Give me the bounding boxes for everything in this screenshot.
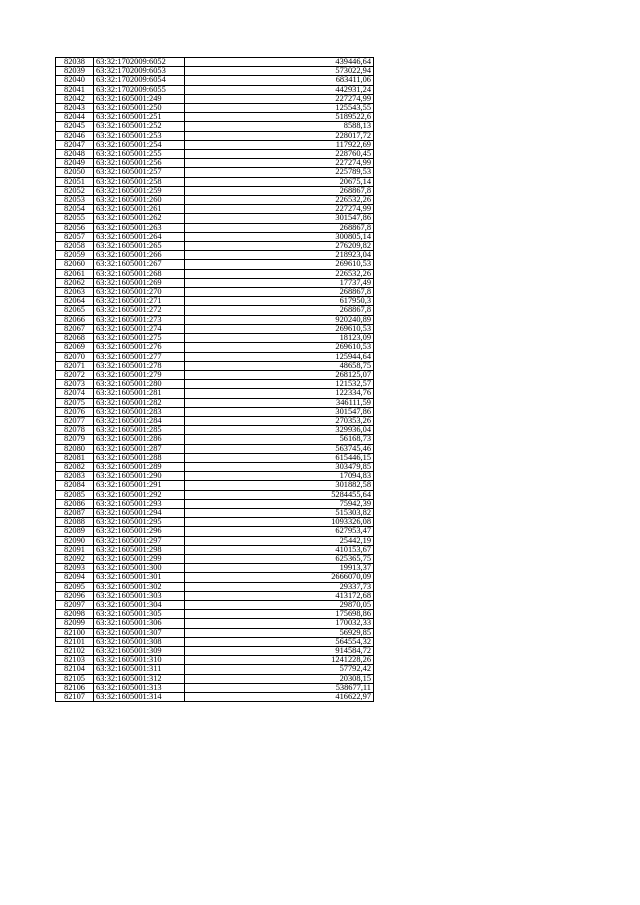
table-row	[56, 297, 374, 306]
table-row	[56, 545, 374, 554]
cadastral-number-cell: 63:32:1605001:301	[94, 573, 185, 582]
value-cell: 122334,76	[185, 389, 374, 398]
value-cell: 268125,07	[185, 370, 374, 379]
cadastral-number-cell: 63:32:1702009:6055	[94, 85, 185, 94]
value-cell: 914584,72	[185, 647, 374, 656]
cadastral-number-cell: 63:32:1605001:266	[94, 251, 185, 260]
cadastral-number-cell: 63:32:1605001:292	[94, 490, 185, 499]
cadastral-number-cell: 63:32:1702009:6053	[94, 67, 185, 76]
value-cell: 117922,69	[185, 140, 374, 149]
cadastral-number-cell: 63:32:1605001:250	[94, 104, 185, 113]
value-cell: 617950,3	[185, 297, 374, 306]
cadastral-number-cell: 63:32:1605001:280	[94, 380, 185, 389]
row-number-cell: 82095	[56, 582, 94, 591]
table-row	[56, 131, 374, 140]
cadastral-number-cell: 63:32:1605001:314	[94, 693, 185, 702]
value-cell: 29870,05	[185, 600, 374, 609]
cadastral-number-cell: 63:32:1605001:291	[94, 481, 185, 490]
row-number-cell: 82074	[56, 389, 94, 398]
cadastral-number-cell: 63:32:1605001:268	[94, 269, 185, 278]
row-number-cell: 82040	[56, 76, 94, 85]
table-row	[56, 582, 374, 591]
value-cell: 8588,13	[185, 122, 374, 131]
table-row	[56, 94, 374, 103]
value-cell: 226532,26	[185, 196, 374, 205]
row-number-cell: 82105	[56, 674, 94, 683]
cadastral-number-cell: 63:32:1605001:286	[94, 435, 185, 444]
value-cell: 301547,86	[185, 214, 374, 223]
table-row	[56, 205, 374, 214]
table-row	[56, 67, 374, 76]
row-number-cell: 82067	[56, 324, 94, 333]
value-cell: 268867,8	[185, 186, 374, 195]
table-row	[56, 361, 374, 370]
cadastral-number-cell: 63:32:1605001:305	[94, 610, 185, 619]
value-cell: 170032,33	[185, 619, 374, 628]
table-row	[56, 527, 374, 536]
row-number-cell: 82042	[56, 94, 94, 103]
row-number-cell: 82078	[56, 426, 94, 435]
row-number-cell: 82057	[56, 232, 94, 241]
value-cell: 269610,53	[185, 260, 374, 269]
value-cell: 18123,09	[185, 334, 374, 343]
table-row	[56, 269, 374, 278]
row-number-cell: 82080	[56, 444, 94, 453]
cadastral-number-cell: 63:32:1605001:282	[94, 398, 185, 407]
row-number-cell: 82086	[56, 499, 94, 508]
cadastral-number-cell: 63:32:1605001:273	[94, 315, 185, 324]
row-number-cell: 82076	[56, 407, 94, 416]
value-cell: 56168,73	[185, 435, 374, 444]
cadastral-number-cell: 63:32:1605001:300	[94, 564, 185, 573]
value-cell: 2666070,09	[185, 573, 374, 582]
value-cell: 301882,58	[185, 481, 374, 490]
value-cell: 227274,99	[185, 94, 374, 103]
value-cell: 25442,19	[185, 536, 374, 545]
row-number-cell: 82098	[56, 610, 94, 619]
table-row	[56, 122, 374, 131]
table-row	[56, 380, 374, 389]
row-number-cell: 82088	[56, 518, 94, 527]
value-cell: 20675,14	[185, 177, 374, 186]
row-number-cell: 82106	[56, 683, 94, 692]
table-row	[56, 508, 374, 517]
cadastral-number-cell: 63:32:1605001:267	[94, 260, 185, 269]
value-cell: 225789,53	[185, 168, 374, 177]
value-cell: 5284455,64	[185, 490, 374, 499]
table-row	[56, 426, 374, 435]
cadastral-number-cell: 63:32:1605001:283	[94, 407, 185, 416]
value-cell: 563745,46	[185, 444, 374, 453]
row-number-cell: 82100	[56, 628, 94, 637]
value-cell: 227274,99	[185, 205, 374, 214]
table-row	[56, 481, 374, 490]
cadastral-number-cell: 63:32:1605001:271	[94, 297, 185, 306]
value-cell: 269610,53	[185, 324, 374, 333]
table-row	[56, 196, 374, 205]
value-cell: 268867,8	[185, 223, 374, 232]
table-row	[56, 600, 374, 609]
row-number-cell: 82091	[56, 545, 94, 554]
table-row	[56, 554, 374, 563]
table-row	[56, 398, 374, 407]
cadastral-number-cell: 63:32:1605001:311	[94, 665, 185, 674]
row-number-cell: 82085	[56, 490, 94, 499]
row-number-cell: 82069	[56, 343, 94, 352]
table-row	[56, 683, 374, 692]
table-row	[56, 140, 374, 149]
value-cell: 268867,8	[185, 306, 374, 315]
table-row	[56, 674, 374, 683]
row-number-cell: 82096	[56, 591, 94, 600]
table-row	[56, 223, 374, 232]
table-row	[56, 462, 374, 471]
row-number-cell: 82077	[56, 416, 94, 425]
cadastral-number-cell: 63:32:1605001:269	[94, 278, 185, 287]
cadastral-number-cell: 63:32:1605001:264	[94, 232, 185, 241]
cadastral-number-cell: 63:32:1605001:295	[94, 518, 185, 527]
value-cell: 1093326,08	[185, 518, 374, 527]
cadastral-number-cell: 63:32:1605001:290	[94, 472, 185, 481]
cadastral-number-cell: 63:32:1605001:276	[94, 343, 185, 352]
cadastral-number-cell: 63:32:1605001:279	[94, 370, 185, 379]
cadastral-number-cell: 63:32:1605001:257	[94, 168, 185, 177]
value-cell: 228760,45	[185, 150, 374, 159]
table-row	[56, 693, 374, 702]
table-row	[56, 150, 374, 159]
cadastral-number-cell: 63:32:1605001:299	[94, 554, 185, 563]
cadastral-number-cell: 63:32:1605001:270	[94, 288, 185, 297]
cadastral-number-cell: 63:32:1605001:277	[94, 352, 185, 361]
value-cell: 269610,53	[185, 343, 374, 352]
table-row	[56, 260, 374, 269]
table-row	[56, 104, 374, 113]
table-row	[56, 536, 374, 545]
row-number-cell: 82038	[56, 58, 94, 67]
table-row	[56, 407, 374, 416]
cadastral-number-cell: 63:32:1605001:256	[94, 159, 185, 168]
cadastral-number-cell: 63:32:1605001:262	[94, 214, 185, 223]
table-row	[56, 453, 374, 462]
row-number-cell: 82103	[56, 656, 94, 665]
cadastral-number-cell: 63:32:1605001:255	[94, 150, 185, 159]
table-row	[56, 76, 374, 85]
row-number-cell: 82083	[56, 472, 94, 481]
cadastral-number-cell: 63:32:1605001:298	[94, 545, 185, 554]
row-number-cell: 82048	[56, 150, 94, 159]
row-number-cell: 82056	[56, 223, 94, 232]
table-row	[56, 177, 374, 186]
row-number-cell: 82065	[56, 306, 94, 315]
row-number-cell: 82072	[56, 370, 94, 379]
value-cell: 615446,15	[185, 453, 374, 462]
cadastral-number-cell: 63:32:1605001:302	[94, 582, 185, 591]
cadastral-number-cell: 63:32:1605001:258	[94, 177, 185, 186]
row-number-cell: 82043	[56, 104, 94, 113]
value-cell: 920240,89	[185, 315, 374, 324]
value-cell: 175698,86	[185, 610, 374, 619]
cadastral-number-cell: 63:32:1605001:272	[94, 306, 185, 315]
table-row	[56, 306, 374, 315]
row-number-cell: 82102	[56, 647, 94, 656]
table-row	[56, 647, 374, 656]
row-number-cell: 82090	[56, 536, 94, 545]
row-number-cell: 82059	[56, 251, 94, 260]
row-number-cell: 82060	[56, 260, 94, 269]
table-row	[56, 564, 374, 573]
cadastral-number-cell: 63:32:1605001:293	[94, 499, 185, 508]
value-cell: 627953,47	[185, 527, 374, 536]
cadastral-number-cell: 63:32:1605001:265	[94, 242, 185, 251]
row-number-cell: 82075	[56, 398, 94, 407]
cadastral-number-cell: 63:32:1605001:287	[94, 444, 185, 453]
value-cell: 19913,37	[185, 564, 374, 573]
table-row	[56, 159, 374, 168]
row-number-cell: 82055	[56, 214, 94, 223]
row-number-cell: 82053	[56, 196, 94, 205]
cadastral-number-cell: 63:32:1605001:307	[94, 628, 185, 637]
value-cell: 515303,82	[185, 508, 374, 517]
row-number-cell: 82054	[56, 205, 94, 214]
value-cell: 48658,75	[185, 361, 374, 370]
table-row	[56, 573, 374, 582]
cadastral-number-cell: 63:32:1605001:263	[94, 223, 185, 232]
cadastral-number-cell: 63:32:1605001:285	[94, 426, 185, 435]
row-number-cell: 82099	[56, 619, 94, 628]
row-number-cell: 82046	[56, 131, 94, 140]
cadastral-number-cell: 63:32:1605001:308	[94, 637, 185, 646]
row-number-cell: 82094	[56, 573, 94, 582]
value-cell: 410153,67	[185, 545, 374, 554]
cadastral-number-cell: 63:32:1605001:281	[94, 389, 185, 398]
row-number-cell: 82079	[56, 435, 94, 444]
table-row	[56, 214, 374, 223]
value-cell: 270353,26	[185, 416, 374, 425]
row-number-cell: 82092	[56, 554, 94, 563]
row-number-cell: 82093	[56, 564, 94, 573]
row-number-cell: 82104	[56, 665, 94, 674]
value-cell: 29337,73	[185, 582, 374, 591]
row-number-cell: 82044	[56, 113, 94, 122]
table-row	[56, 389, 374, 398]
cadastral-number-cell: 63:32:1702009:6054	[94, 76, 185, 85]
table-row	[56, 343, 374, 352]
table-row	[56, 370, 374, 379]
row-number-cell: 82049	[56, 159, 94, 168]
cadastral-number-cell: 63:32:1605001:254	[94, 140, 185, 149]
row-number-cell: 82107	[56, 693, 94, 702]
table-row	[56, 656, 374, 665]
row-number-cell: 82101	[56, 637, 94, 646]
cadastral-number-cell: 63:32:1605001:284	[94, 416, 185, 425]
cadastral-number-cell: 63:32:1605001:275	[94, 334, 185, 343]
value-cell: 5189522,6	[185, 113, 374, 122]
cadastral-number-cell: 63:32:1605001:249	[94, 94, 185, 103]
row-number-cell: 82070	[56, 352, 94, 361]
cadastral-number-cell: 63:32:1605001:278	[94, 361, 185, 370]
row-number-cell: 82087	[56, 508, 94, 517]
value-cell: 442931,24	[185, 85, 374, 94]
table-row	[56, 232, 374, 241]
table-row	[56, 242, 374, 251]
value-cell: 227274,99	[185, 159, 374, 168]
table-row	[56, 665, 374, 674]
value-cell: 300805,14	[185, 232, 374, 241]
table-row	[56, 315, 374, 324]
cadastral-number-cell: 63:32:1605001:309	[94, 647, 185, 656]
table-row	[56, 58, 374, 67]
table-row	[56, 499, 374, 508]
row-number-cell: 82058	[56, 242, 94, 251]
value-cell: 268867,8	[185, 288, 374, 297]
table-row	[56, 628, 374, 637]
table-row	[56, 113, 374, 122]
cadastral-number-cell: 63:32:1605001:306	[94, 619, 185, 628]
value-cell: 218923,04	[185, 251, 374, 260]
row-number-cell: 82071	[56, 361, 94, 370]
table-row	[56, 85, 374, 94]
value-cell: 301547,86	[185, 407, 374, 416]
cadastral-number-cell: 63:32:1605001:252	[94, 122, 185, 131]
cadastral-number-cell: 63:32:1605001:313	[94, 683, 185, 692]
value-cell: 17737,49	[185, 278, 374, 287]
row-number-cell: 82089	[56, 527, 94, 536]
table-row	[56, 278, 374, 287]
table-row	[56, 619, 374, 628]
table-row	[56, 186, 374, 195]
table-row	[56, 416, 374, 425]
cadastral-number-cell: 63:32:1605001:251	[94, 113, 185, 122]
row-number-cell: 82050	[56, 168, 94, 177]
row-number-cell: 82081	[56, 453, 94, 462]
cadastral-number-cell: 63:32:1605001:304	[94, 600, 185, 609]
row-number-cell: 82064	[56, 297, 94, 306]
row-number-cell: 82062	[56, 278, 94, 287]
value-cell: 125543,55	[185, 104, 374, 113]
row-number-cell: 82068	[56, 334, 94, 343]
cadastral-number-cell: 63:32:1605001:303	[94, 591, 185, 600]
table-row	[56, 352, 374, 361]
cadastral-number-cell: 63:32:1605001:259	[94, 186, 185, 195]
row-number-cell: 82063	[56, 288, 94, 297]
value-cell: 121532,57	[185, 380, 374, 389]
table-row	[56, 251, 374, 260]
value-cell: 413172,68	[185, 591, 374, 600]
row-number-cell: 82052	[56, 186, 94, 195]
value-cell: 683411,06	[185, 76, 374, 85]
table-row	[56, 472, 374, 481]
value-cell: 538677,11	[185, 683, 374, 692]
table-row	[56, 168, 374, 177]
value-cell: 276209,82	[185, 242, 374, 251]
cadastral-number-cell: 63:32:1702009:6052	[94, 58, 185, 67]
row-number-cell: 82047	[56, 140, 94, 149]
table-row	[56, 610, 374, 619]
cadastral-table-body	[56, 58, 374, 702]
value-cell: 125944,64	[185, 352, 374, 361]
cadastral-number-cell: 63:32:1605001:289	[94, 462, 185, 471]
cadastral-number-cell: 63:32:1605001:297	[94, 536, 185, 545]
cadastral-number-cell: 63:32:1605001:294	[94, 508, 185, 517]
value-cell: 226532,26	[185, 269, 374, 278]
value-cell: 20308,15	[185, 674, 374, 683]
cadastral-number-cell: 63:32:1605001:261	[94, 205, 185, 214]
value-cell: 329936,04	[185, 426, 374, 435]
row-number-cell: 82051	[56, 177, 94, 186]
row-number-cell: 82082	[56, 462, 94, 471]
value-cell: 573022,94	[185, 67, 374, 76]
table-row	[56, 591, 374, 600]
cadastral-number-cell: 63:32:1605001:296	[94, 527, 185, 536]
cadastral-number-cell: 63:32:1605001:312	[94, 674, 185, 683]
value-cell: 56929,85	[185, 628, 374, 637]
value-cell: 564554,32	[185, 637, 374, 646]
row-number-cell: 82073	[56, 380, 94, 389]
value-cell: 439446,64	[185, 58, 374, 67]
value-cell: 1241228,26	[185, 656, 374, 665]
table-row	[56, 444, 374, 453]
row-number-cell: 82041	[56, 85, 94, 94]
table-row	[56, 490, 374, 499]
cadastral-number-cell: 63:32:1605001:253	[94, 131, 185, 140]
cadastral-number-cell: 63:32:1605001:310	[94, 656, 185, 665]
value-cell: 17094,83	[185, 472, 374, 481]
table-row	[56, 435, 374, 444]
value-cell: 57792,42	[185, 665, 374, 674]
value-cell: 228017,72	[185, 131, 374, 140]
row-number-cell: 82066	[56, 315, 94, 324]
value-cell: 625365,75	[185, 554, 374, 563]
cadastral-number-cell: 63:32:1605001:288	[94, 453, 185, 462]
row-number-cell: 82097	[56, 600, 94, 609]
value-cell: 75942,39	[185, 499, 374, 508]
table-row	[56, 637, 374, 646]
row-number-cell: 82045	[56, 122, 94, 131]
cadastral-number-cell: 63:32:1605001:260	[94, 196, 185, 205]
table-row	[56, 518, 374, 527]
cadastral-number-cell: 63:32:1605001:274	[94, 324, 185, 333]
table-row	[56, 334, 374, 343]
table-row	[56, 288, 374, 297]
row-number-cell: 82061	[56, 269, 94, 278]
row-number-cell: 82084	[56, 481, 94, 490]
table-row	[56, 324, 374, 333]
cadastral-table	[55, 57, 374, 702]
value-cell: 346111,59	[185, 398, 374, 407]
value-cell: 303479,85	[185, 462, 374, 471]
row-number-cell: 82039	[56, 67, 94, 76]
value-cell: 416622,97	[185, 693, 374, 702]
